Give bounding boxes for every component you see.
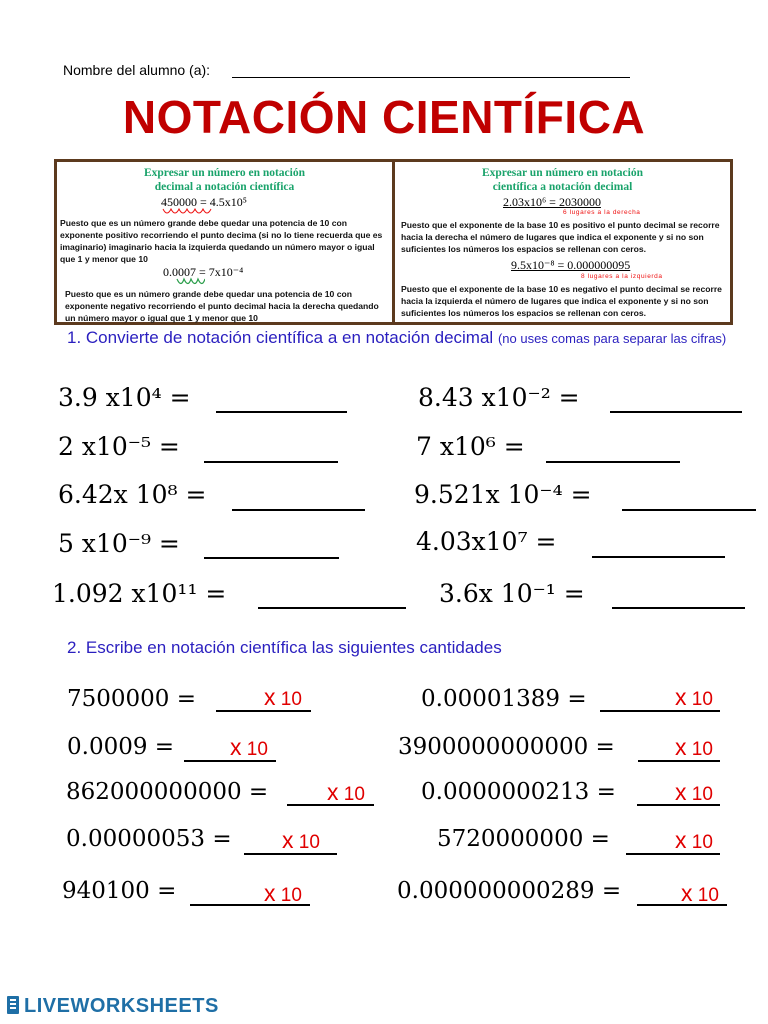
section1-instruction (67, 328, 727, 348)
times-ten-label: x 10 (675, 684, 713, 710)
times-ten-label: x 10 (675, 827, 713, 853)
conversion-item-7: 5 x10⁻⁹ = (58, 529, 180, 558)
conversion-item-10: 3.6x 10⁻¹ = (439, 579, 585, 608)
scientific-item-7: 0.00000053 = (66, 826, 232, 852)
times-ten-label: x 10 (681, 880, 719, 906)
answer-blank-6[interactable] (622, 509, 756, 511)
conversion-item-3: 2 x10⁻⁵ = (58, 432, 180, 461)
section2-instruction: 2. Escribe en notación científica las siguientes cantidades (67, 638, 502, 657)
answer-blank-7[interactable] (204, 557, 339, 559)
box-note-1: 6 lugares a la derecha (563, 209, 641, 216)
times-ten-label: x 10 (675, 779, 713, 805)
page-title: NOTACIÓN CIENTÍFICA (122, 91, 646, 143)
scientific-item-6: 0.0000000213 = (421, 779, 616, 805)
times-ten-label: x 10 (264, 880, 302, 906)
box-example-1: 2.03x10⁶ = 2030000 (503, 195, 601, 209)
scientific-item-1: 7500000 = (67, 686, 197, 712)
box-example-2: 0.0007 = 7x10⁻⁴ (163, 265, 244, 279)
box-heading-line2: decimal a notación científica (154, 181, 295, 193)
student-name-label: Nombre del alumno (a): (63, 62, 211, 78)
box-heading-line1: Expresar un número en notación (481, 167, 644, 179)
times-ten-label: x 10 (282, 827, 320, 853)
times-ten-label: x 10 (675, 734, 713, 760)
scientific-item-5: 862000000000 = (66, 779, 269, 805)
box-example-1: 450000 = 4.5x10⁵ (161, 195, 247, 209)
scientific-item-4: 3900000000000 = (398, 734, 615, 760)
liveworksheets-icon (6, 995, 22, 1015)
scientific-item-2: 0.00001389 = (421, 686, 587, 712)
conversion-item-2: 8.43 x10⁻² = (418, 383, 580, 412)
scientific-item-9: 940100 = (62, 878, 177, 904)
box-explanation-1: Puesto que el exponente de la base 10 es positivo el punto decimal se recorre hacia la derecha el número de lugares que indica el exponente y si no son suficientes los números los espacios se rellenan con ceros. (401, 220, 720, 254)
conversion-item-5: 6.42x 10⁸ = (58, 480, 207, 509)
box-explanation-1: Puesto que es un número grande debe quedar una potencia de 10 con exponente positivo recorriendo el punto decima (si no lo tiene recuerda que es imaginario) imaginario hacia la izquierda quedando un número mayor o igual que 1 y menor que 10 (60, 218, 383, 264)
conversion-item-9: 1.092 x10¹¹ = (52, 579, 227, 608)
box-note-2: 8 lugares a la izquierda (581, 273, 663, 280)
answer-blank-10[interactable] (612, 607, 745, 609)
conversion-item-4: 7 x10⁶ = (416, 432, 525, 461)
answer-blank-9[interactable] (258, 607, 406, 609)
box-heading-line1: Expresar un número en notación (143, 167, 306, 179)
scientific-item-10: 0.000000000289 = (397, 878, 622, 904)
box-heading-line2: científica a notación decimal (492, 181, 633, 193)
times-ten-label: x 10 (230, 734, 268, 760)
section1-instruction-text: 1. Convierte de notación científica a en notación decimal (67, 328, 494, 347)
section1-note: (no uses comas para separar las cifras) (497, 331, 727, 346)
box-explanation-2: Puesto que el exponente de la base 10 es negativo el punto decimal se recorre hacia la izquierda el número de lugares que indica el exponente y si no son suficientes los números los espacios se rellenan con ceros. (401, 284, 722, 318)
student-name-field[interactable] (232, 77, 630, 78)
box-explanation-2: Puesto que es un número grande debe quedar una potencia de 10 con exponente negativo recorriendo el punto decimal hacia la derecha quedando un número mayor o igual que 1 y menor que 10 (65, 289, 379, 323)
box-example-2: 9.5x10⁻⁸ = 0.000000095 (511, 258, 631, 272)
logo-text: LIVEWORKSHEETS (24, 995, 219, 1017)
conversion-item-8: 4.03x10⁷ = (416, 527, 557, 556)
times-ten-label: x 10 (264, 684, 302, 710)
answer-blank-8[interactable] (592, 556, 725, 558)
conversion-item-1: 3.9 x10⁴ = (58, 383, 191, 412)
liveworksheets-logo (6, 995, 219, 1018)
answer-blank-1[interactable] (216, 411, 347, 413)
times-ten-label: x 10 (327, 779, 365, 805)
answer-blank-3[interactable] (204, 461, 338, 463)
explanation-box-decimal-to-scientific (54, 159, 395, 325)
answer-blank-5[interactable] (232, 509, 365, 511)
explanation-box-scientific-to-decimal (392, 159, 733, 325)
conversion-item-6: 9.521x 10⁻⁴ = (414, 480, 592, 509)
answer-blank-4[interactable] (546, 461, 680, 463)
scientific-item-8: 5720000000 = (437, 826, 610, 852)
answer-blank-2[interactable] (610, 411, 742, 413)
scientific-item-3: 0.0009 = (67, 734, 175, 760)
